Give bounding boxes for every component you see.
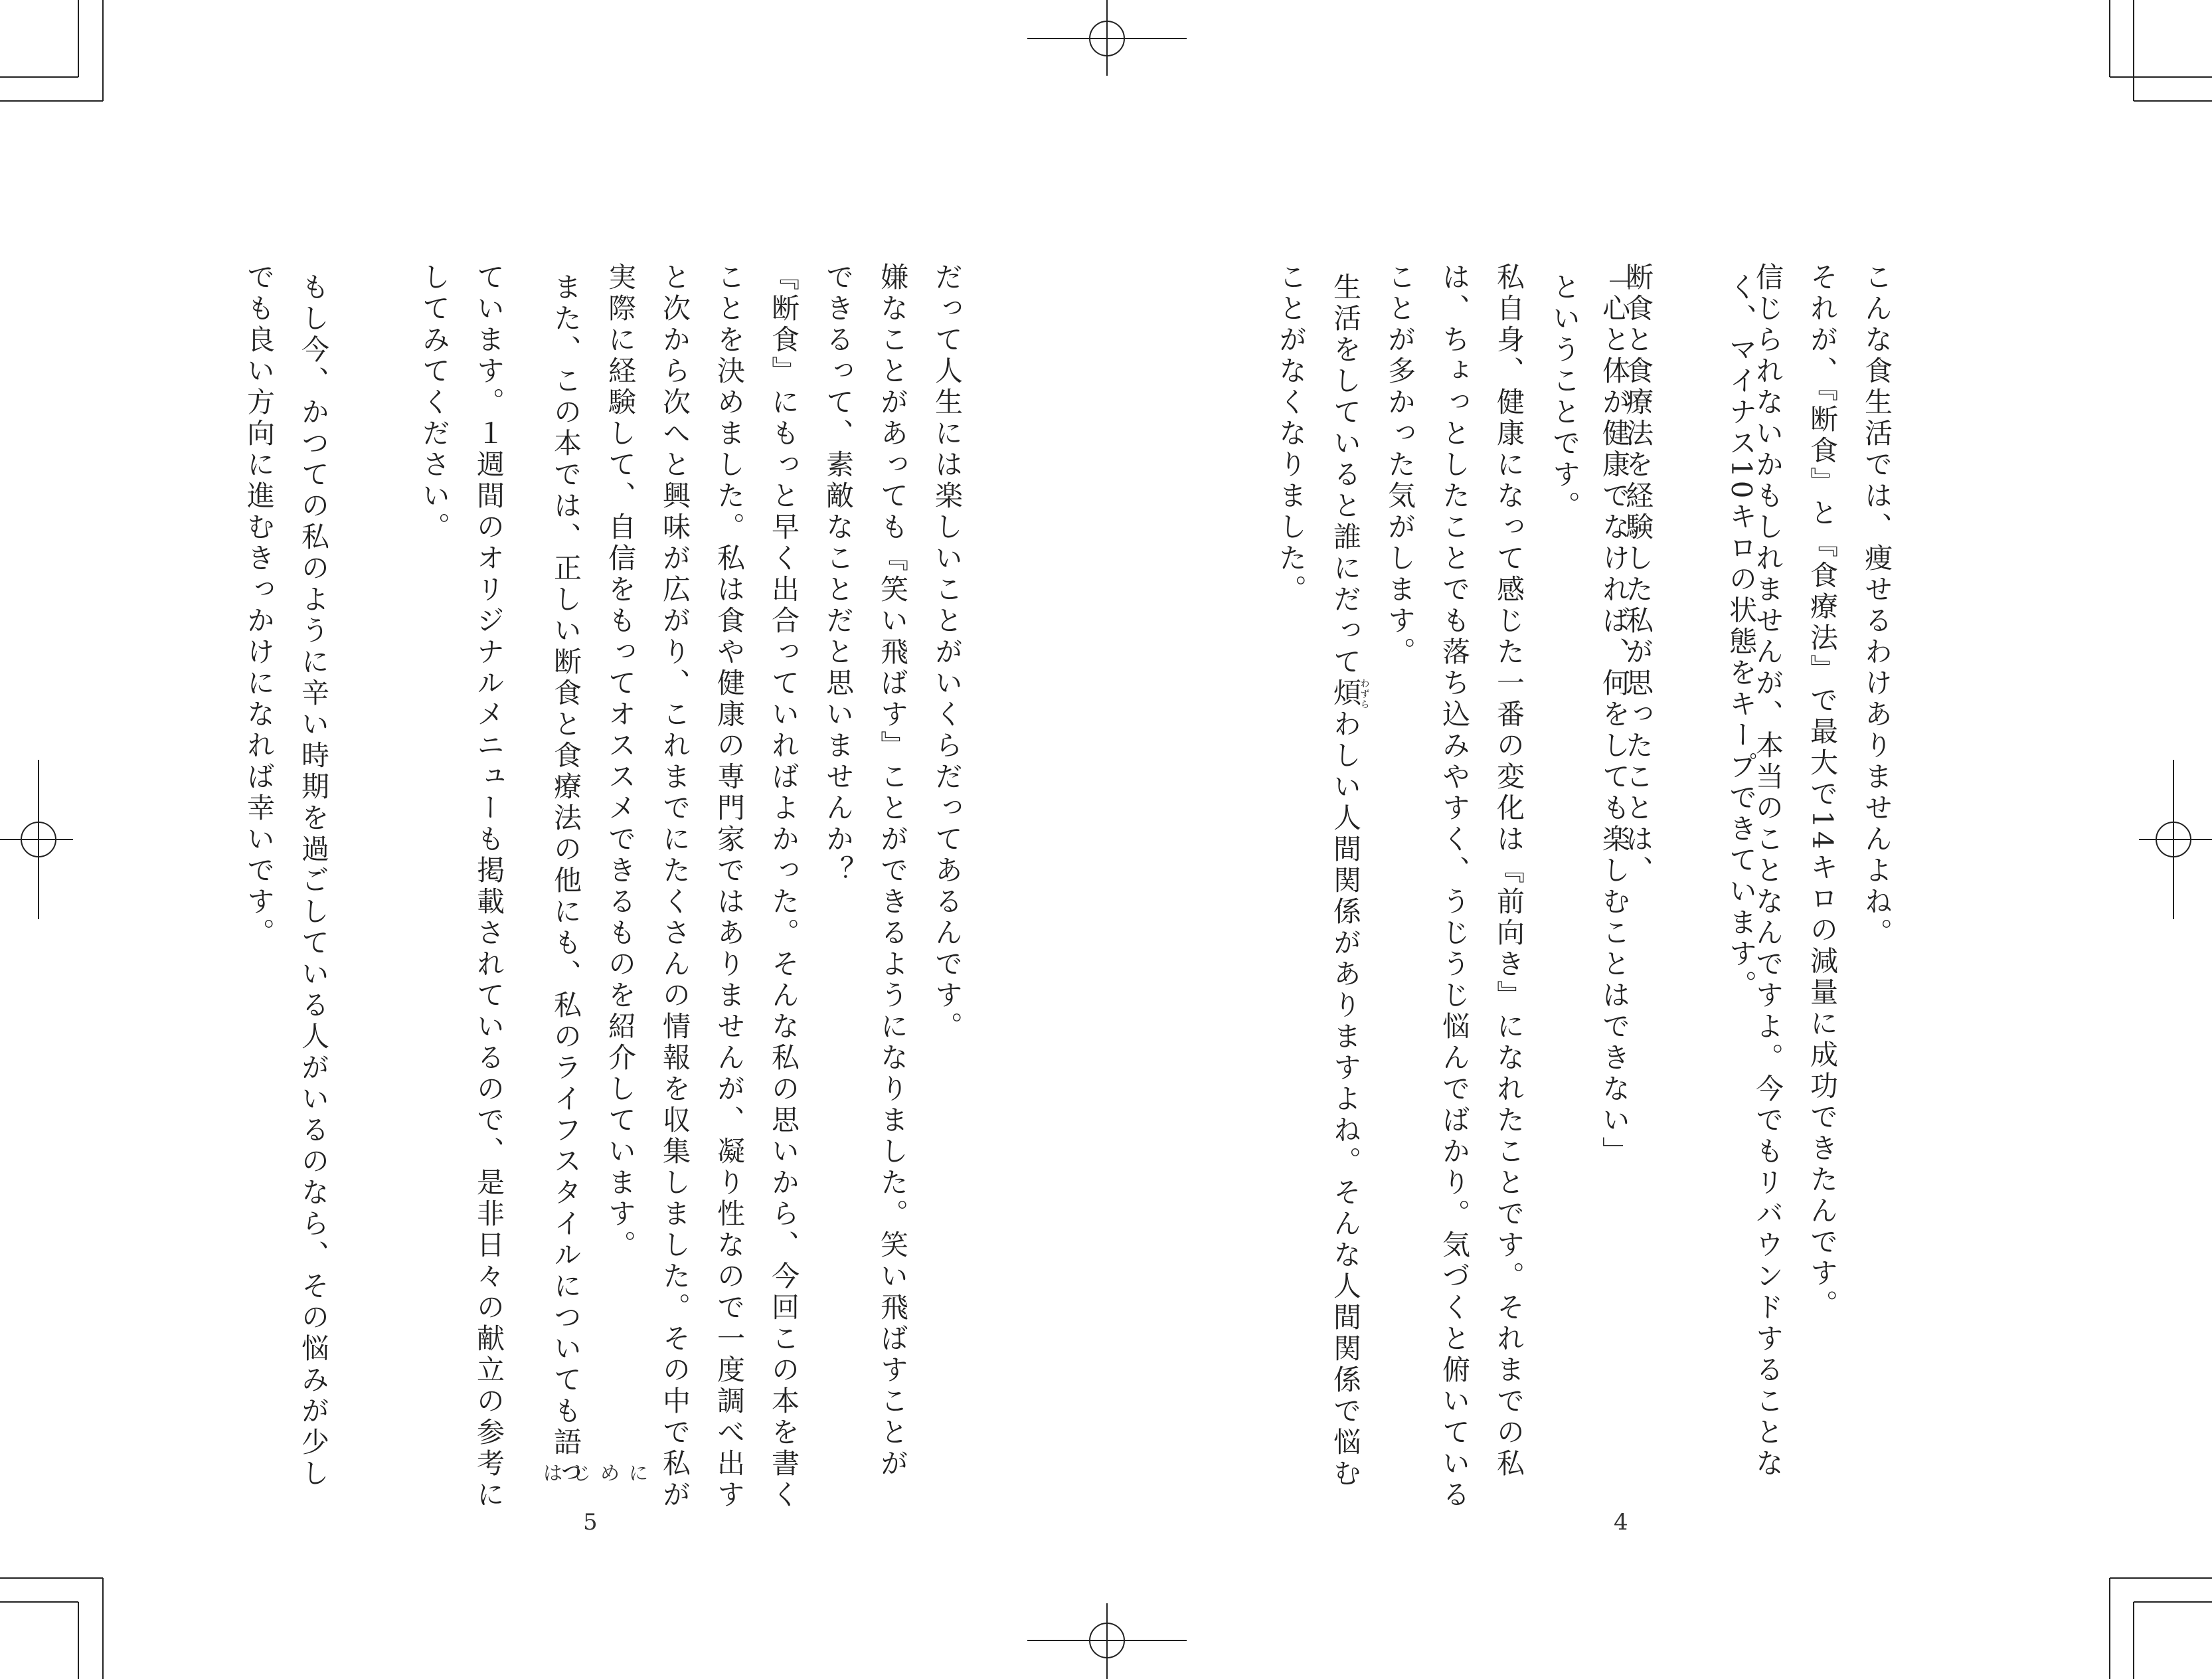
text-column: それが、『断食』と『食療法』で最大で14キロの減量に成功できたんです。 (1806, 262, 1839, 1321)
text-column: 信じられないかもしれませんが、本当のことなんですよ。今でもリバウンドすることな (1752, 262, 1784, 1480)
text-column: ことを決めました。私は食や健康の専門家ではありませんが、凝り性なので一度調べ出す (713, 262, 746, 1511)
text-column: は、ちょっとしたことでも落ち込みやすく、うじうじ悩んでばかり。気づくと俯いている (1438, 262, 1471, 1511)
text-column: こんな食生活では、痩せるわけありませんよね。 (1861, 262, 1893, 949)
text-column: 実際に経験して、自信をもってオススメできるものを紹介しています。 (604, 262, 637, 1261)
text-segment: わしい人間関係がありますよね。そんな人間関係で悩む (1329, 709, 1362, 1490)
furigana: わずら (1359, 678, 1370, 709)
text-column: ことが多かった気がします。 (1384, 262, 1416, 668)
text-column: ています。１週間のオリジナルメニューも掲載されているので、是非日々の献立の参考に (473, 262, 505, 1511)
text-column: でも良い方向に進むきっかけになれば幸いです。 (243, 262, 276, 949)
text-column: 「心と体が健康でなければ、何をしても楽しむことはできない」 (1598, 262, 1631, 1168)
text-column: してみてください。 (418, 262, 451, 543)
page-number: 5 (583, 1509, 598, 1536)
text-column: 私自身、健康になって感じた一番の変化は『前向き』になれたことです。それまでの私 (1493, 262, 1525, 1480)
page-number: 4 (1614, 1509, 1628, 1536)
text-column: もし今、かつての私のように辛い時期を過ごしている人がいるのなら、その悩みが少し (298, 272, 330, 1490)
text-column: ことがなくなりました。 (1275, 262, 1308, 606)
text-column: 嫌なことがあっても『笑い飛ばす』ことができるようになりました。笑い飛ばすことが (877, 262, 909, 1480)
text-column (1321, 272, 1369, 1521)
ruby-word (1329, 678, 1370, 709)
text-column: だって人生には楽しいことがいくらだってあるんです。 (931, 262, 964, 1043)
ruby-base: 煩 (1329, 678, 1362, 709)
text-column: く、マイナス10キロの状態をキープできています。 (1725, 272, 1758, 1002)
text-column: 断食と食療法を経験した私が思ったことは、 (1622, 262, 1654, 887)
text-column: と次から次へと興味が広がり、これまでにたくさんの情報を収集しました。その中で私が (659, 262, 691, 1511)
text-column: できるって、素敵なことだと思いませんか？ (822, 262, 855, 887)
text-segment: 生活をしていると誰にだって (1329, 272, 1362, 678)
running-head: はじめに (543, 1462, 658, 1484)
text-column: 『断食』にもっと早く出合っていればよかった。そんな私の思いから、今回この本を書く (768, 262, 800, 1511)
text-column: ということです。 (1549, 272, 1581, 522)
text-column: また、この本では、正しい断食と食療法の他にも、私のライフスタイルについても語っ (550, 272, 582, 1490)
